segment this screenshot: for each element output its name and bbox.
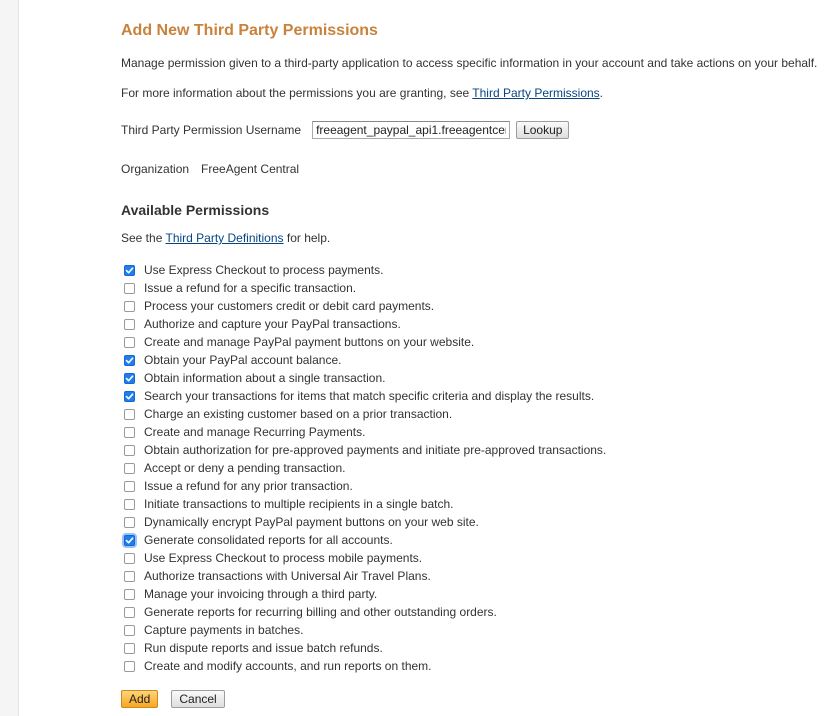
permission-checkbox[interactable] [124,661,135,672]
permission-label[interactable]: Dynamically encrypt PayPal payment buttons on your web site. [144,515,479,529]
permissions-list [124,261,606,675]
permission-checkbox[interactable] [124,301,135,312]
permission-item[interactable] [124,585,606,603]
permission-item[interactable] [124,567,606,585]
permission-checkbox[interactable] [124,355,135,366]
help-text [121,231,330,245]
permission-checkbox[interactable] [124,391,135,402]
permission-label[interactable]: Obtain authorization for pre-approved payments and initiate pre-approved transactions. [144,443,607,457]
permission-item[interactable] [124,315,606,333]
permission-label[interactable]: Issue a refund for a specific transaction. [144,281,357,295]
permission-item[interactable] [124,261,606,279]
permission-item[interactable] [124,297,606,315]
help-prefix: See the [121,231,166,245]
more-info-suffix: . [599,86,604,100]
help-suffix: for help. [283,231,331,245]
add-button[interactable]: Add [121,690,158,708]
third-party-permissions-link[interactable]: Third Party Permissions [472,86,600,100]
permission-checkbox[interactable] [124,643,135,654]
permission-item[interactable] [124,531,606,549]
page-title: Add New Third Party Permissions [121,22,378,39]
permission-checkbox[interactable] [124,571,135,582]
permission-label[interactable]: Obtain your PayPal account balance. [144,353,342,367]
permission-item[interactable] [124,621,606,639]
permission-checkbox[interactable] [124,463,135,474]
username-row [121,121,569,139]
permission-label[interactable]: Issue a refund for any prior transaction. [144,479,353,493]
permission-label[interactable]: Charge an existing customer based on a prior transaction. [144,407,453,421]
more-info-prefix: For more information about the permissions you are granting, see [121,86,473,100]
permission-checkbox[interactable] [124,265,135,276]
permission-item[interactable] [124,549,606,567]
permission-checkbox[interactable] [124,409,135,420]
permission-label[interactable]: Manage your invoicing through a third party. [144,587,378,601]
permission-label[interactable]: Accept or deny a pending transaction. [144,461,346,475]
permission-label[interactable]: Initiate transactions to multiple recipients in a single batch. [144,497,454,511]
permission-item[interactable] [124,279,606,297]
permission-item[interactable] [124,639,606,657]
permission-label[interactable]: Authorize transactions with Universal Air Travel Plans. [144,569,431,583]
available-permissions-heading: Available Permissions [121,202,270,218]
permission-label[interactable]: Create and manage PayPal payment buttons on your website. [144,335,475,349]
permission-label[interactable]: Use Express Checkout to process mobile payments. [144,551,423,565]
form-actions [121,690,225,708]
permission-label[interactable]: Create and modify accounts, and run reports on them. [144,659,432,673]
permission-item[interactable] [124,351,606,369]
permission-label[interactable]: Use Express Checkout to process payments. [144,263,384,277]
permission-item[interactable] [124,603,606,621]
username-label: Third Party Permission Username [121,123,302,137]
left-margin-strip [0,0,19,716]
permission-label[interactable]: Capture payments in batches. [144,623,304,637]
permission-item[interactable] [124,495,606,513]
permission-checkbox[interactable] [124,517,135,528]
checkmark-icon [125,374,134,383]
permission-item[interactable] [124,405,606,423]
organization-label: Organization [121,162,190,176]
permission-item[interactable] [124,513,606,531]
checkmark-icon [125,392,134,401]
permission-item[interactable] [124,387,606,405]
lookup-button[interactable]: Lookup [516,121,569,139]
checkmark-icon [125,356,134,365]
third-party-definitions-link[interactable]: Third Party Definitions [165,231,284,245]
cancel-button[interactable]: Cancel [171,690,224,708]
permission-checkbox[interactable] [124,283,135,294]
permission-checkbox[interactable] [124,481,135,492]
permission-label[interactable]: Generate reports for recurring billing and other outstanding orders. [144,605,497,619]
permission-checkbox[interactable] [124,427,135,438]
permission-checkbox[interactable] [124,607,135,618]
more-info-text [121,86,603,100]
username-input[interactable] [312,121,510,139]
checkmark-icon [125,536,134,545]
permission-label[interactable]: Process your customers credit or debit card payments. [144,299,435,313]
permission-label[interactable]: Search your transactions for items that match specific criteria and display the results. [144,389,595,403]
permission-checkbox[interactable] [124,499,135,510]
permission-checkbox[interactable] [124,319,135,330]
permission-label[interactable]: Obtain information about a single transaction. [144,371,386,385]
permission-checkbox[interactable] [124,625,135,636]
permission-checkbox[interactable] [124,535,135,546]
permission-checkbox[interactable] [124,373,135,384]
permission-label[interactable]: Run dispute reports and issue batch refunds. [144,641,383,655]
permission-item[interactable] [124,459,606,477]
permission-label[interactable]: Generate consolidated reports for all accounts. [144,533,393,547]
permission-checkbox[interactable] [124,589,135,600]
permission-item[interactable] [124,657,606,675]
permission-checkbox[interactable] [124,337,135,348]
organization-row [121,162,299,176]
permission-checkbox[interactable] [124,553,135,564]
permission-label[interactable]: Create and manage Recurring Payments. [144,425,366,439]
permission-item[interactable] [124,369,606,387]
checkmark-icon [125,266,134,275]
permission-label[interactable]: Authorize and capture your PayPal transactions. [144,317,401,331]
permission-item[interactable] [124,441,606,459]
intro-text: Manage permission given to a third-party application to access specific information in your account and take actions on your behalf. [121,56,818,70]
organization-value: FreeAgent Central [201,162,300,176]
permission-checkbox[interactable] [124,445,135,456]
permission-item[interactable] [124,423,606,441]
permission-item[interactable] [124,333,606,351]
permission-item[interactable] [124,477,606,495]
